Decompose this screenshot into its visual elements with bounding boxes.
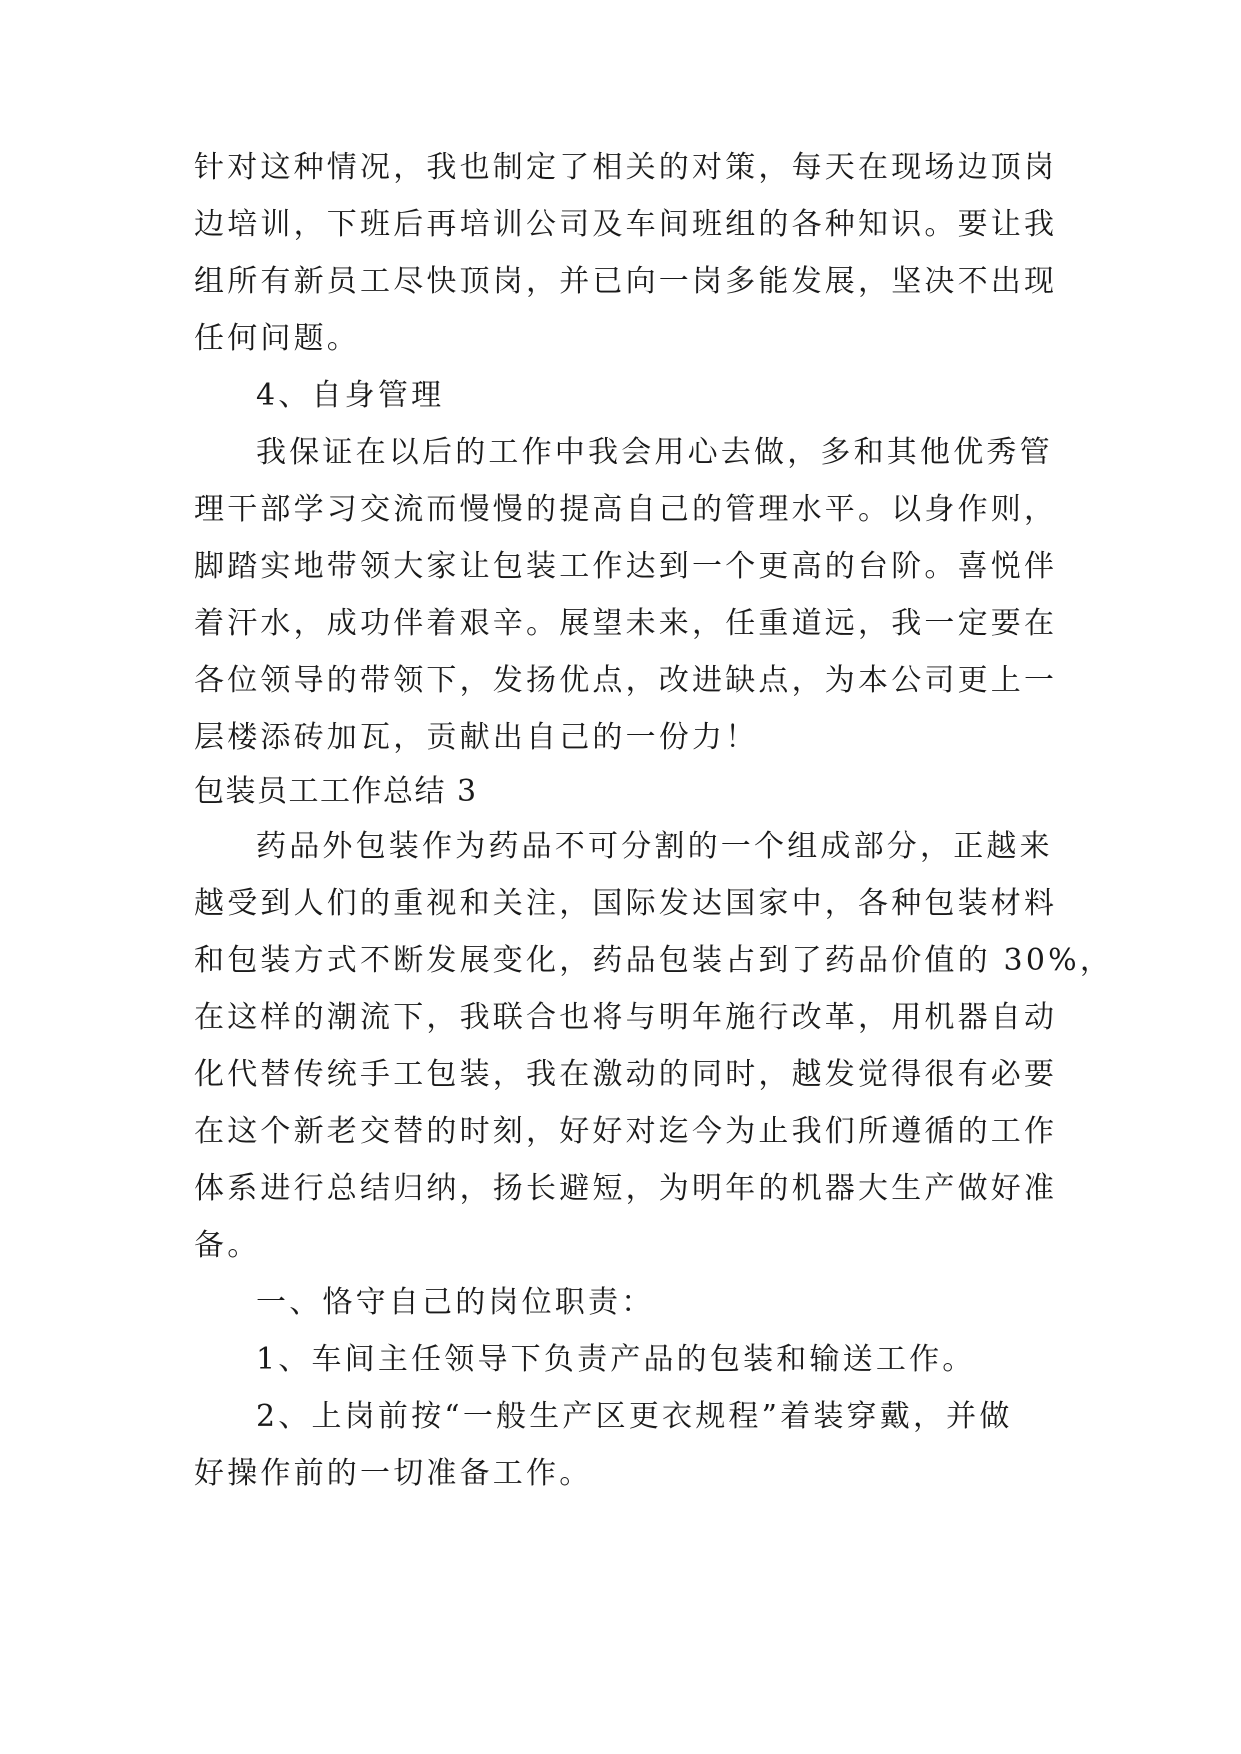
paragraph-line: 好操作前的一切准备工作。 <box>194 1456 593 1491</box>
section-heading: 一、恪守自己的岗位职责： <box>256 1285 655 1320</box>
paragraph-line: 备。 <box>194 1228 261 1263</box>
paragraph-line: 药品外包装作为药品不可分割的一个组成部分，正越来 <box>256 829 1053 864</box>
paragraph-line: 体系进行总结归纳，扬长避短，为明年的机器大生产做好准 <box>194 1171 1058 1206</box>
paragraph-line: 我保证在以后的工作中我会用心去做，多和其他优秀管 <box>256 435 1053 470</box>
paragraph-line: 边培训，下班后再培训公司及车间班组的各种知识。要让我 <box>194 207 1058 242</box>
paragraph-line: 层楼添砖加瓦，贡献出自己的一份力！ <box>194 720 759 755</box>
paragraph-line: 针对这种情况，我也制定了相关的对策，每天在现场边顶岗 <box>194 150 1058 185</box>
paragraph-line: 在这样的潮流下，我联合也将与明年施行改革，用机器自动 <box>194 1000 1058 1035</box>
paragraph-line: 越受到人们的重视和关注，国际发达国家中，各种包装材料 <box>194 886 1058 921</box>
paragraph-line: 理干部学习交流而慢慢的提高自己的管理水平。以身作则， <box>194 492 1058 527</box>
paragraph-line: 和包装方式不断发展变化，药品包装占到了药品价值的 30%， <box>194 943 1114 978</box>
document-title: 包装员工工作总结 3 <box>194 774 478 809</box>
paragraph-line: 各位领导的带领下，发扬优点，改进缺点，为本公司更上一 <box>194 663 1058 698</box>
paragraph-line: 脚踏实地带领大家让包装工作达到一个更高的台阶。喜悦伴 <box>194 549 1058 584</box>
paragraph-line: 任何问题。 <box>194 321 360 356</box>
paragraph-line: 在这个新老交替的时刻，好好对迄今为止我们所遵循的工作 <box>194 1114 1058 1149</box>
section-heading: 4、自身管理 <box>256 378 445 413</box>
paragraph-line: 组所有新员工尽快顶岗，并已向一岗多能发展，坚决不出现 <box>194 264 1058 299</box>
paragraph-line: 化代替传统手工包装，我在激动的同时，越发觉得很有必要 <box>194 1057 1058 1092</box>
list-item: 2、上岗前按“一般生产区更衣规程”着装穿戴，并做 <box>256 1399 1013 1434</box>
paragraph-line: 着汗水，成功伴着艰辛。展望未来，任重道远，我一定要在 <box>194 606 1058 641</box>
list-item: 1、车间主任领导下负责产品的包装和输送工作。 <box>256 1342 976 1377</box>
